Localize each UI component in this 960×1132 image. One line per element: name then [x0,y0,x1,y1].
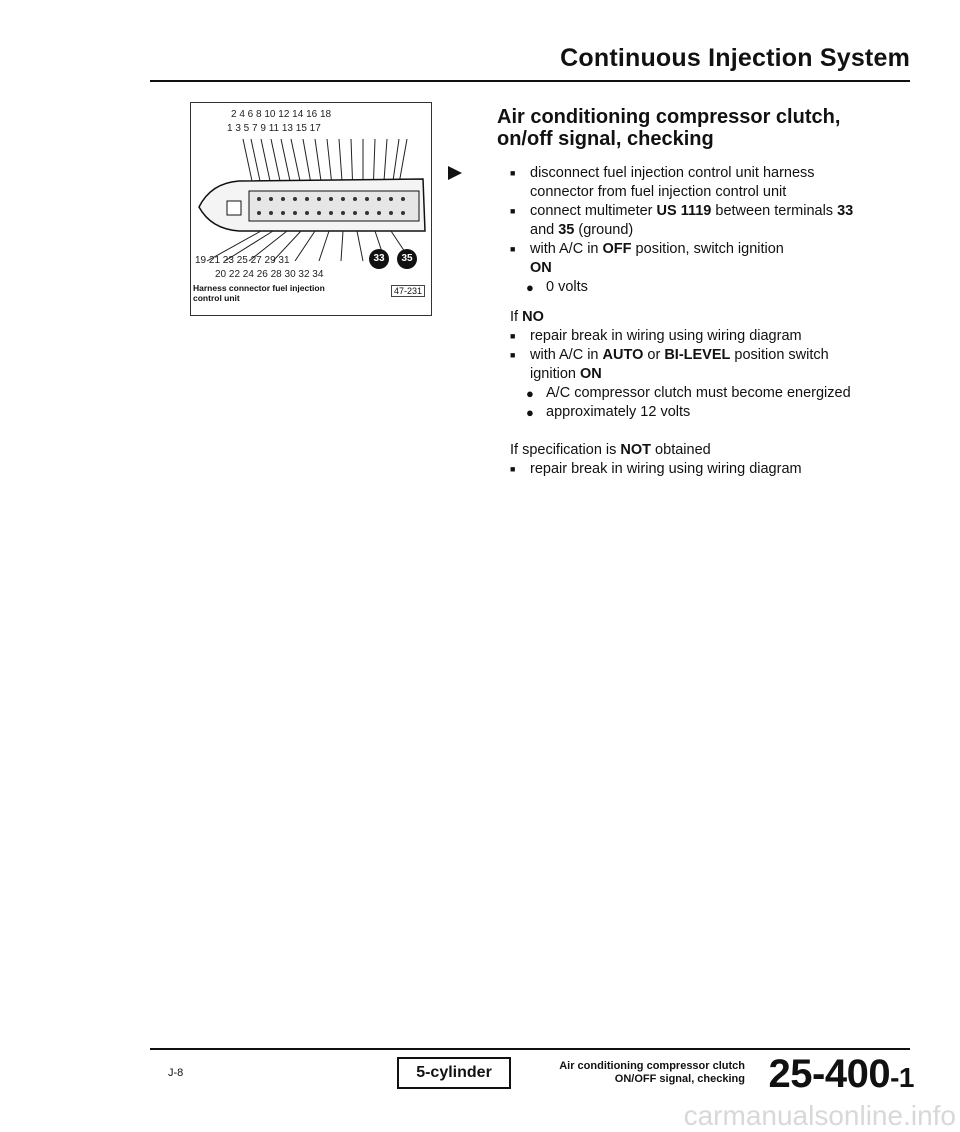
bottom-pin-labels-odd: 19 21 23 25 27 29 31 [195,255,290,266]
condition-if-no: If NO [510,309,544,325]
footer-caption [520,1060,745,1086]
procedure-content [510,164,870,479]
connector-figure [190,102,432,316]
page-reference: J-8 [168,1067,184,1079]
footer-divider [150,1048,910,1050]
figure-caption [193,283,325,303]
step-connect-multimeter: ■ connect multimeter US 1119 between terminals 33 and 35 (ground) [510,203,854,238]
bottom-pin-labels-even: 20 22 24 26 28 30 32 34 [215,269,324,280]
pin-35-highlight: 35 [397,249,417,269]
condition-spec-not-obtained: If specification is NOT obtained [510,442,711,458]
square-bullet-icon: ■ [510,331,516,341]
square-bullet-icon: ■ [510,350,516,360]
footer-caption-line-2: ON/OFF signal, checking [614,1073,745,1085]
result-zero-volts: ● 0 volts [526,279,588,295]
result-clutch-energized: ● A/C compressor clutch must become energized [526,385,851,401]
caption-line-2: control unit [193,293,240,303]
caption-line-1: Harness connector fuel injection [193,283,325,293]
round-bullet-icon: ● [526,280,534,295]
header-divider [150,80,910,82]
step-auto-bilevel: ■ with A/C in AUTO or BI-LEVEL position switch ignition ON [510,347,829,382]
pointer-arrow-icon [448,166,462,180]
square-bullet-icon: ■ [510,168,516,178]
watermark: carmanualsonline.info [683,1100,956,1131]
step-ignition-on: ■ with A/C in OFF position, switch ignition ON [510,241,784,276]
section-title: Air conditioning compressor clutch, on/off signal, checking [497,106,841,150]
top-pin-labels-odd: 1 3 5 7 9 11 13 15 17 [227,123,321,134]
top-pin-labels-even: 2 4 6 8 10 12 14 16 18 [231,109,332,120]
step-repair-wiring: ■ repair break in wiring using wiring diagram [510,328,802,344]
figure-code: 47-231 [391,285,425,297]
page-title: Continuous Injection System [560,44,910,72]
round-bullet-icon: ● [526,405,534,420]
pin-33-highlight: 33 [369,249,389,269]
square-bullet-icon: ■ [510,244,516,254]
round-bullet-icon: ● [526,386,534,401]
square-bullet-icon: ■ [510,464,516,474]
footer-caption-line-1: Air conditioning compressor clutch [559,1060,745,1072]
square-bullet-icon: ■ [510,206,516,216]
step-repair-wiring-final: ■ repair break in wiring using wiring diagram [510,461,802,477]
result-12-volts: ● approximately 12 volts [526,404,691,420]
section-code: 25-400-1 [768,1052,914,1096]
engine-variant-badge: 5-cylinder [397,1057,511,1089]
step-disconnect: ■ disconnect fuel injection control unit harness connector from fuel injection control unit [510,165,815,200]
